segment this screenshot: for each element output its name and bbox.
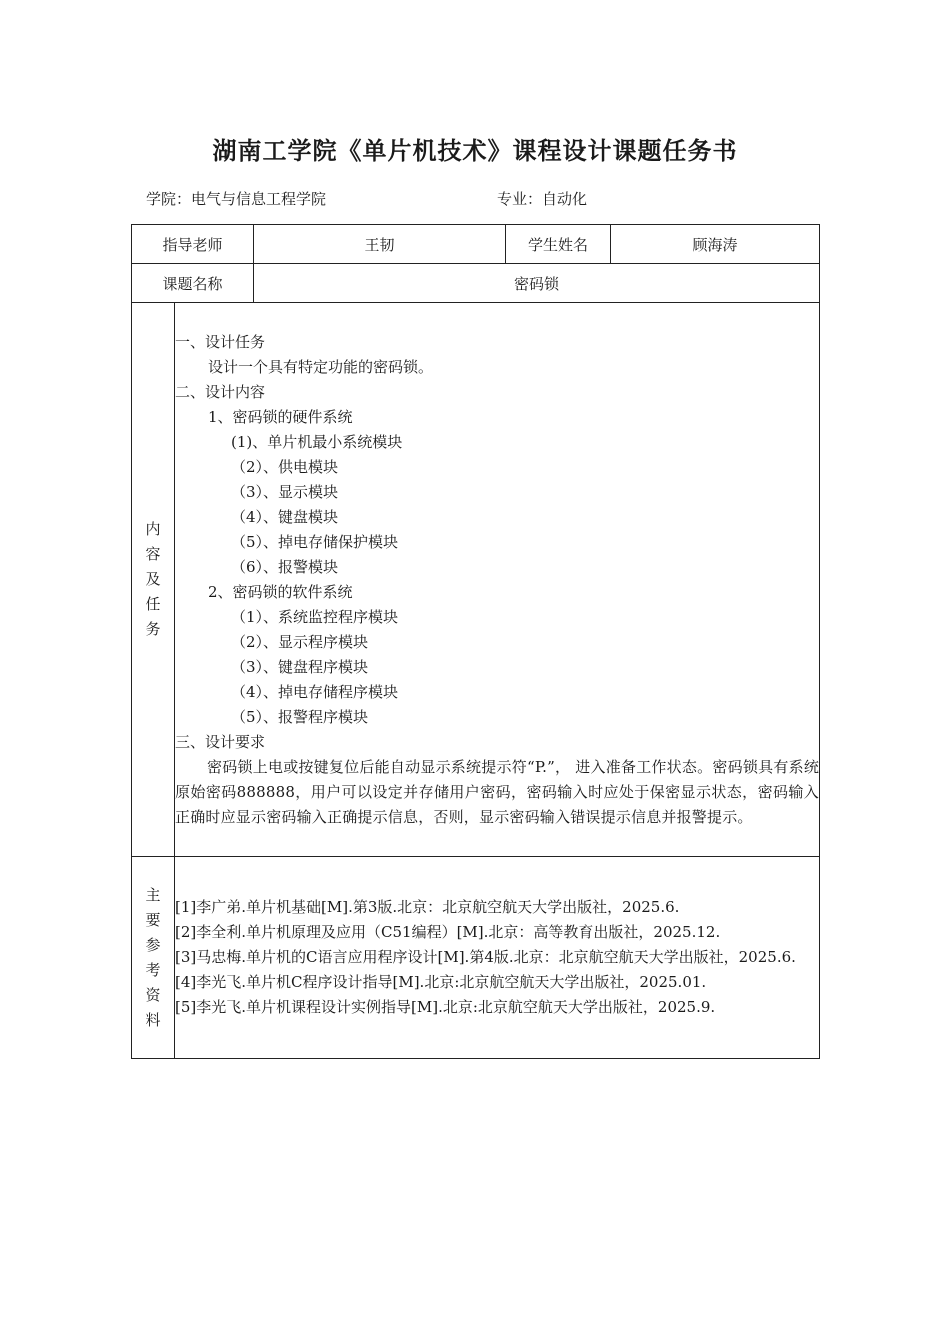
document-title: 湖南工学院《单片机技术》课程设计课题任务书 bbox=[212, 137, 738, 165]
college-field: 学院：电气与信息工程学院 bbox=[146, 190, 327, 208]
list-item: （2）、供电模块 bbox=[231, 457, 339, 476]
section-text: 设计一个具有特定功能的密码锁。 bbox=[208, 357, 434, 376]
student-value: 顾海涛 bbox=[611, 225, 820, 264]
content-body bbox=[175, 303, 820, 857]
reference-item: [4]李光飞.单片机C程序设计指导[M].北京:北京航空航天大学出版社，2025.01. bbox=[175, 973, 707, 991]
references-label: 主 要 参 考 资 料 bbox=[132, 857, 175, 1059]
student-label: 学生姓名 bbox=[506, 225, 611, 264]
list-item: （4）、掉电存储程序模块 bbox=[231, 682, 399, 701]
topic-row bbox=[132, 264, 820, 303]
list-item: （4）、键盘模块 bbox=[231, 507, 339, 526]
subsection-heading: 1、密码锁的硬件系统 bbox=[208, 407, 353, 426]
list-item: （5）、报警程序模块 bbox=[231, 707, 369, 726]
list-item: （3）、显示模块 bbox=[231, 482, 339, 501]
list-item: （6）、报警模块 bbox=[231, 557, 339, 576]
list-item: (1)、单片机最小系统模块 bbox=[231, 432, 403, 451]
reference-item: [3]马忠梅.单片机的C语言应用程序设计[M].第4版.北京：北京航空航天大学出版社，2025.6. bbox=[175, 948, 796, 966]
reference-item: [1]李广弟.单片机基础[M].第3版.北京：北京航空航天大学出版社，2025.6. bbox=[175, 898, 680, 916]
major-field: 专业：自动化 bbox=[497, 190, 588, 208]
list-item: （1）、系统监控程序模块 bbox=[231, 607, 399, 626]
content-row bbox=[132, 303, 820, 857]
topic-label: 课题名称 bbox=[132, 264, 254, 303]
section-heading: 一、设计任务 bbox=[175, 332, 266, 351]
requirements-paragraph: 密码锁上电或按键复位后能自动显示系统提示符“P.”， 进入准备工作状态。密码锁具有系统原始密码888888，用户可以设定并存储用户密码，密码输入时应处于保密显示状态，密码输入正确时应显示密码输入正确提示信息，否则，显示密码输入错误提示信息并报警提示。 bbox=[175, 757, 820, 826]
content-label: 内 容 及 任 务 bbox=[132, 303, 175, 857]
list-item: （2）、显示程序模块 bbox=[231, 632, 369, 651]
reference-item: [5]李光飞.单片机课程设计实例指导[M].北京:北京航空航天大学出版社，2025.9. bbox=[175, 998, 716, 1016]
section-heading: 二、设计内容 bbox=[175, 382, 266, 401]
advisor-value: 王韧 bbox=[254, 225, 506, 264]
task-table bbox=[131, 224, 820, 1059]
advisor-label: 指导老师 bbox=[132, 225, 254, 264]
references-body bbox=[175, 857, 820, 1059]
advisor-row bbox=[132, 225, 820, 264]
list-item: （3）、键盘程序模块 bbox=[231, 657, 369, 676]
subsection-heading: 2、密码锁的软件系统 bbox=[208, 582, 353, 601]
reference-item: [2]李全利.单片机原理及应用（C51编程）[M].北京：高等教育出版社，2025.12. bbox=[175, 923, 721, 941]
list-item: （5）、掉电存储保护模块 bbox=[231, 532, 399, 551]
section-heading: 三、设计要求 bbox=[175, 732, 266, 751]
references-row bbox=[132, 857, 820, 1059]
topic-value: 密码锁 bbox=[254, 264, 820, 303]
